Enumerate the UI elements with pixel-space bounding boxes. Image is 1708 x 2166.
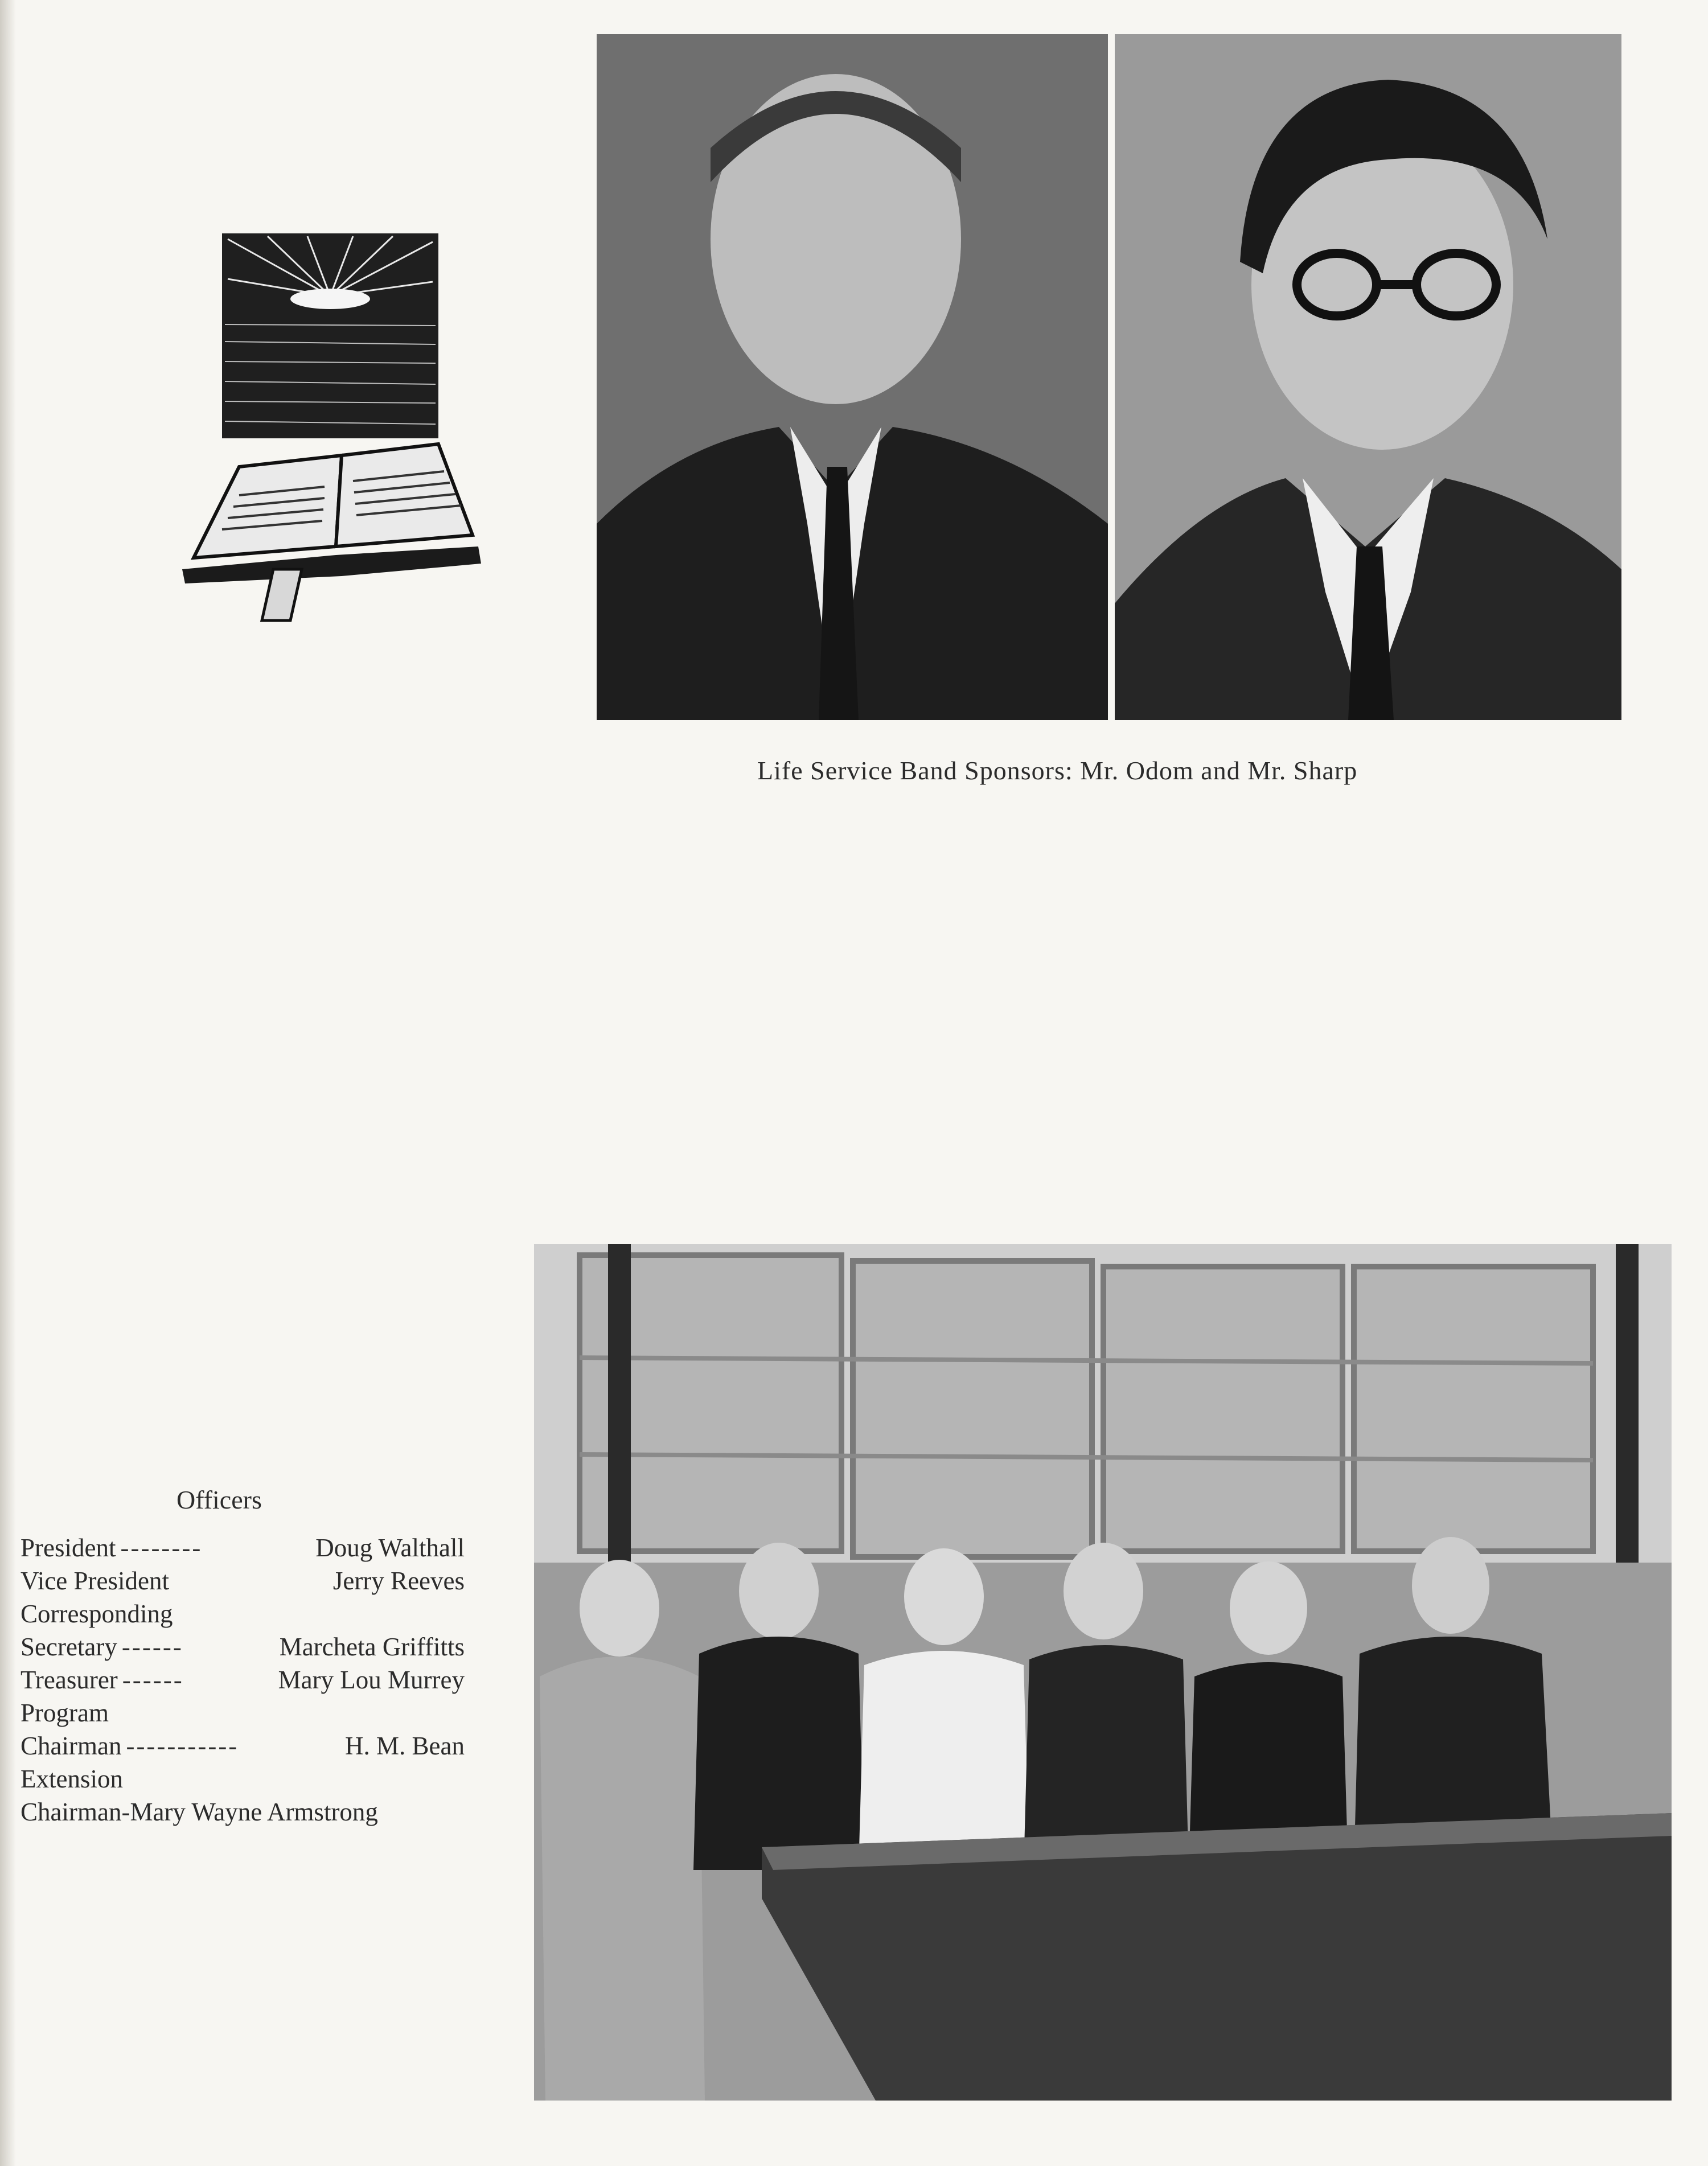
officer-role: Treasurer [20, 1666, 118, 1694]
officer-separator: ------ [121, 1633, 183, 1661]
page-binding-edge [0, 0, 16, 2166]
officer-line [20, 1564, 465, 1597]
officer-name: Jerry Reeves [332, 1567, 465, 1595]
officer-role: Chairman [20, 1798, 122, 1826]
officer-role: Chairman [20, 1732, 122, 1760]
sponsors-caption: Life Service Band Sponsors: Mr. Odom and Mr. Sharp [757, 756, 1358, 785]
officer-line [20, 1762, 465, 1795]
officer-line [20, 1630, 465, 1663]
officer-role: Program [20, 1699, 109, 1727]
officer-separator: -------- [120, 1534, 203, 1562]
officer-name: Mary Wayne Armstrong [130, 1798, 378, 1826]
officer-line [20, 1795, 465, 1828]
officer-name: Mary Lou Murrey [278, 1666, 465, 1694]
officer-separator: ------ [122, 1666, 184, 1694]
sponsor-portrait-odom [597, 34, 1108, 720]
officer-name: Doug Walthall [315, 1534, 465, 1562]
officer-line [20, 1597, 465, 1630]
officer-role: Vice President [20, 1567, 169, 1595]
officer-line [20, 1696, 465, 1729]
officer-line [20, 1663, 465, 1696]
officers-heading: Officers [176, 1485, 262, 1514]
officer-line [20, 1531, 465, 1564]
officer-role: Corresponding [20, 1600, 173, 1628]
sponsor-portrait-sharp [1115, 34, 1621, 720]
officer-separator: ----------- [126, 1732, 239, 1760]
officer-role: President [20, 1534, 116, 1562]
officer-separator: - [121, 1798, 130, 1826]
officer-role: Extension [20, 1765, 123, 1793]
officer-name: Marcheta Griffitts [279, 1633, 465, 1661]
officer-line [20, 1729, 465, 1762]
officers-list [20, 1531, 465, 1828]
officer-name: H. M. Bean [345, 1732, 465, 1760]
officers-group-photo [534, 1244, 1672, 2101]
bible-emblem-icon [171, 228, 490, 626]
officer-role: Secretary [20, 1633, 117, 1661]
